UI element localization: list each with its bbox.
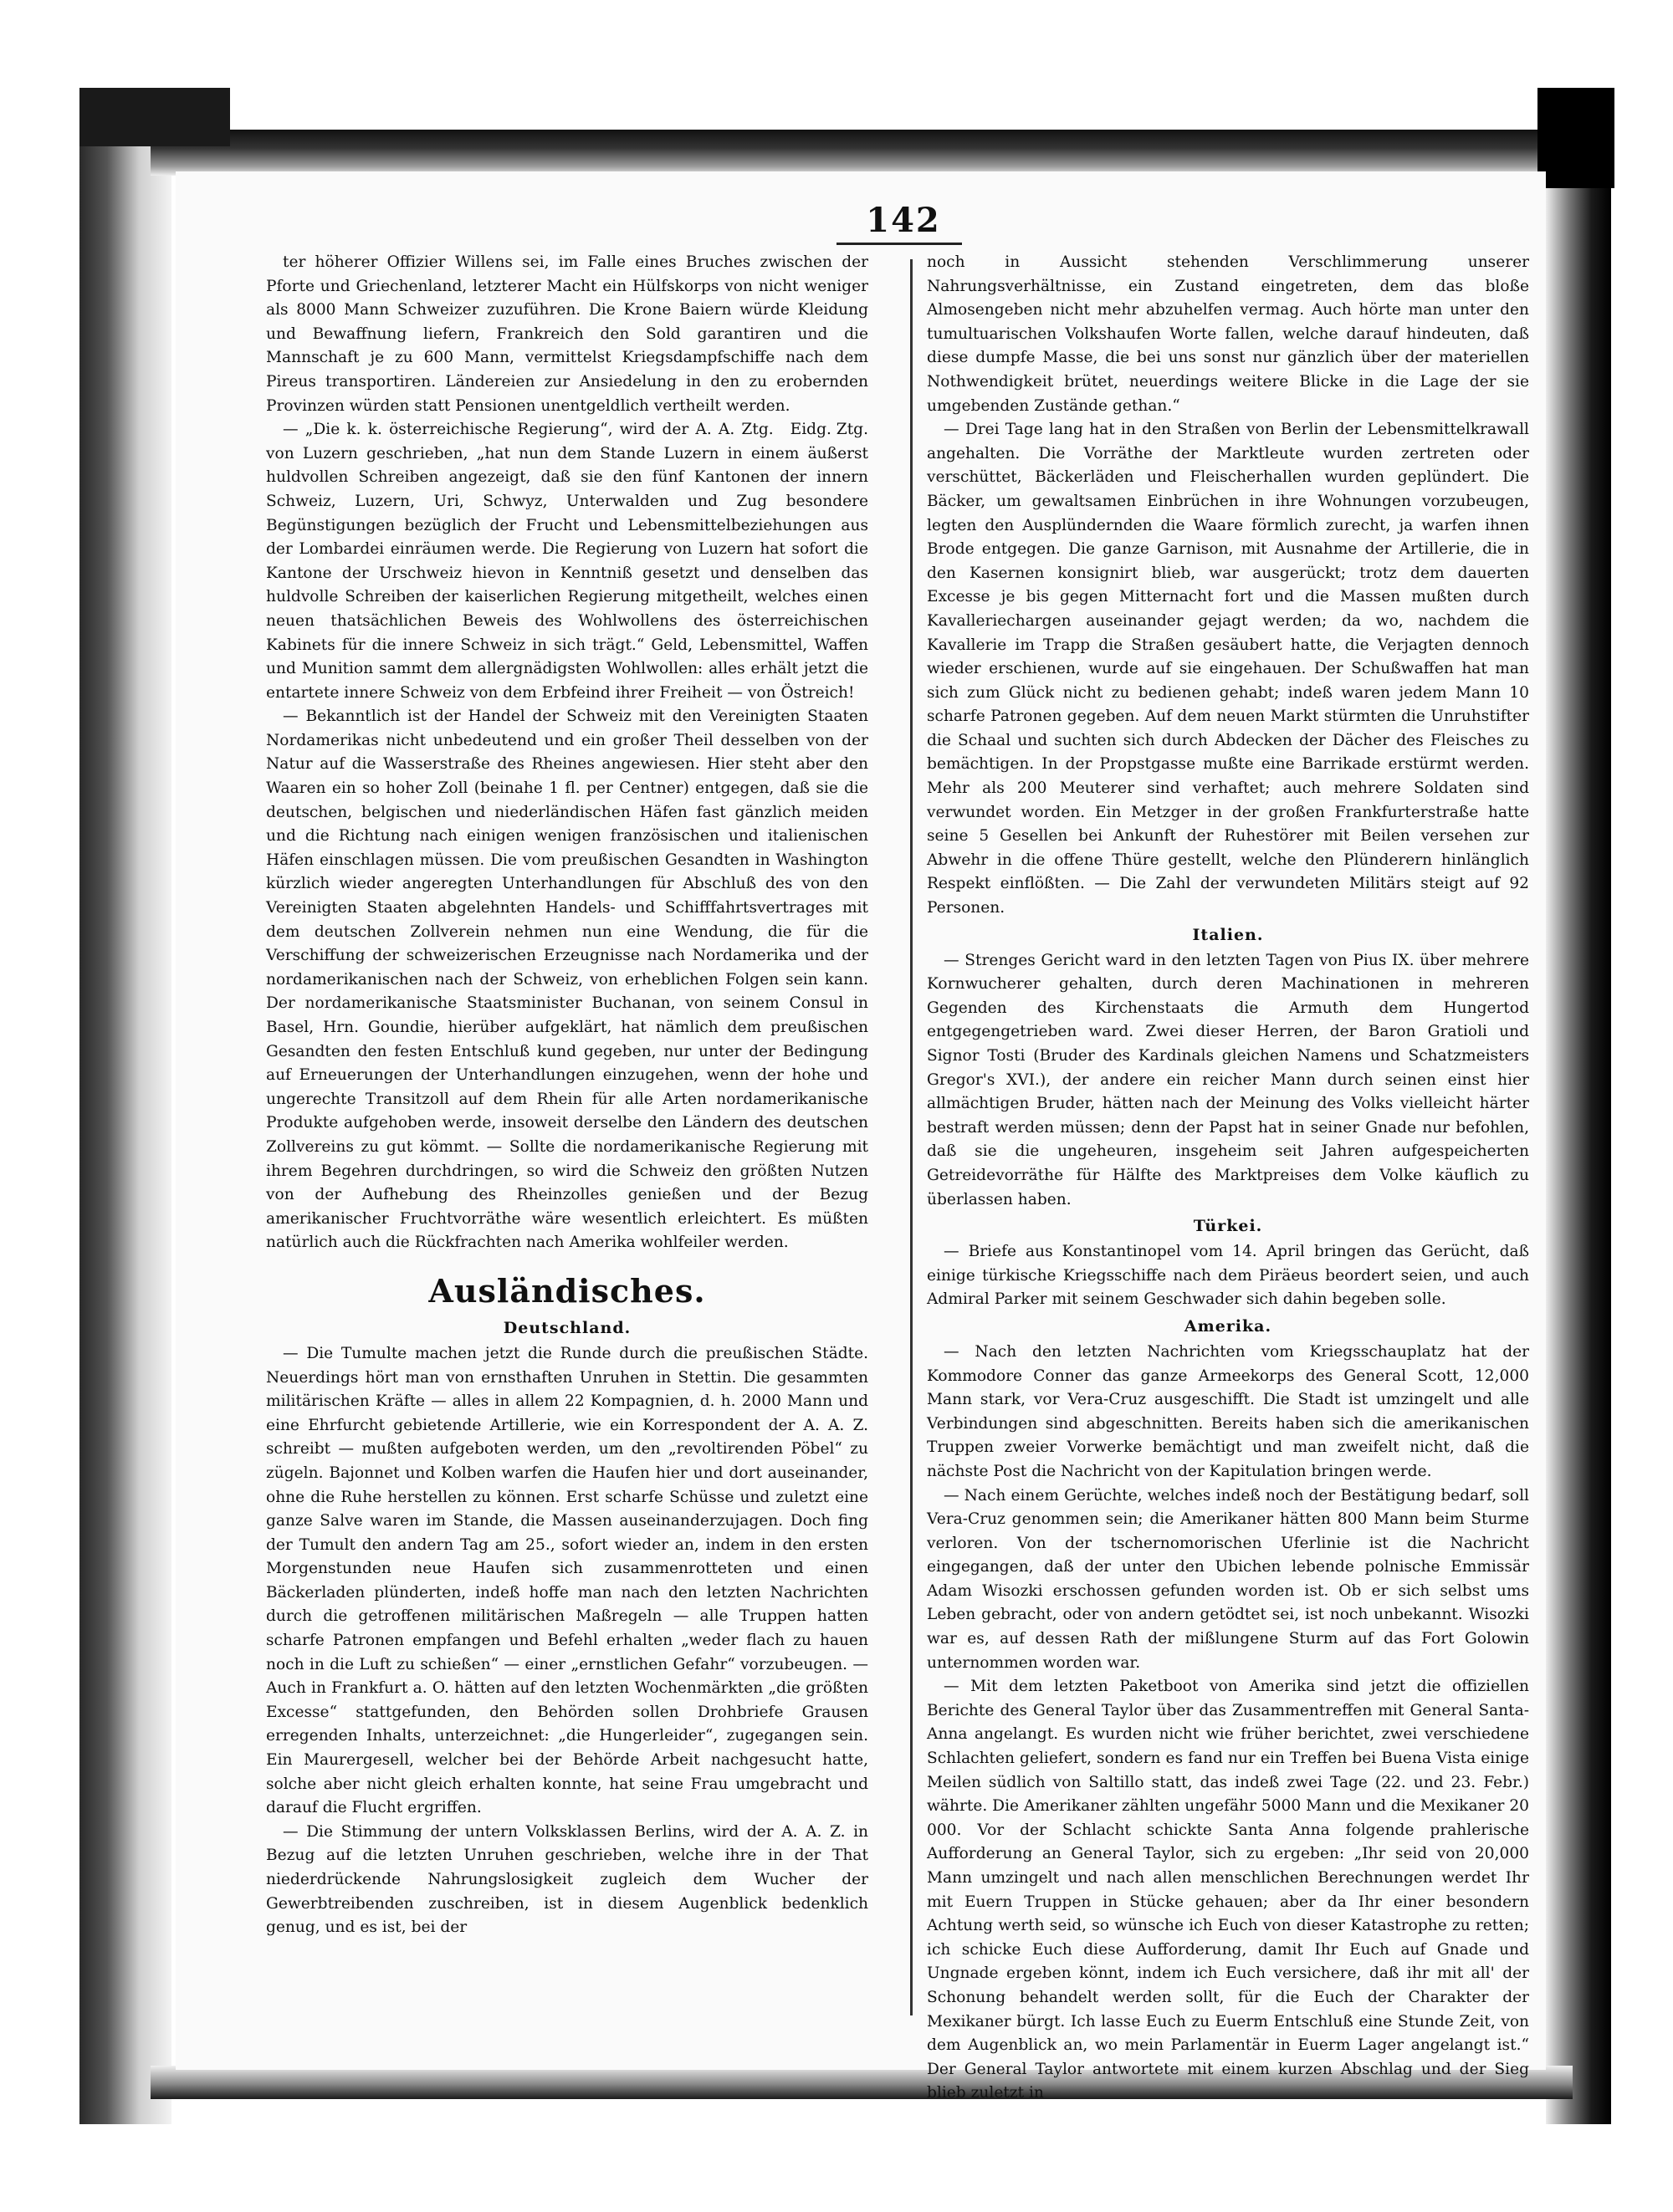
article-paragraph: — Nach den letzten Nachrichten vom Kriegsschauplatz hat der Kommodore Conner das ganze Armeekorps des General Scott, 12,000 Mann stark, vor Vera-Cruz ausgeschifft. Die Stadt ist umzingelt und alle Verbindungen sind abgeschnitten. Bereits haben sich die amerikanischen Truppen zweier Vorwerke bemächtigt und man zweifelt nicht, daß die nächste Post die Nachricht von der Kapitulation bringen werde. bbox=[927, 1342, 1529, 1480]
paragraph-text: ter höherer Offizier Willens sei, im Falle eines Bruches zwischen der Pforte und Griechenland, letzterer Macht ein Hülfskorps von nicht weniger als 8000 Mann Schweizer zuzuführen. Die Krone Baiern würde Kleidung und Bewaffnung liefern, Frankreich den Sold garantiren und die Mannschaft je zu 600 Mann, vermittelst Kriegsdampfschiffe nach dem Pireus transportiren. Ländereien zur Ansiedelung in den zu erobernden Provinzen würden statt Pensionen unentgeldlich vertheilt werden. bbox=[266, 253, 868, 415]
scan-left-border bbox=[79, 88, 171, 2124]
left-column bbox=[266, 251, 868, 1940]
article-paragraph: noch in Aussicht stehenden Verschlimmerung unserer Nahrungsverhältnisse, ein Zustand eingetreten, dem das bloße Almosengeben nicht mehr abzuhelfen vermag. Auch hörte man unter den tumultuarischen Volkshaufen Worte fallen, welche darauf hindeuten, daß diese dumpfe Masse, die bei uns sonst nur gänzlich über der materiellen Nothwendigkeit brütet, neuerdings weitere Blicke in die Lage der sie umgebenden Zustände gethan.“ bbox=[927, 253, 1529, 415]
article-paragraph: — Drei Tage lang hat in den Straßen von Berlin der Lebensmittelkrawall angehalten. Die Vorräthe der Marktleute wurden zertreten oder verschüttet, Bäckerläden und Fleischerhallen wurden geplündert. Die Bäcker, um gewaltsamen Einbrüchen in ihre Wohnungen vorzubeugen, legten den Ausplündernden die Waare förmlich zurecht, ja warfen ihnen Brode entgegen. Die ganze Garnison, mit Ausnahme der Artillerie, die in den Kasernen konsignirt blieb, war ausgerückt; trotz dem dauerten Excesse je bis gegen Mitternacht fort und die Massen mußten durch Kavalleriechargen auseinander gejagt werden; da wo, nachdem die Kavallerie im Trapp die Straßen gesäubert hatte, die Verjagten dennoch wieder erschienen, wurde auf sie eingehauen. Der Schußwaffen hat man sich zum Glück nicht zu bedienen gehabt; indeß waren jedem Mann 10 scharfe Patronen gegeben. Auf dem neuen Markt stürmten die Unruhstifter die Schaal und suchten sich durch Abdecken der Dächer des Fleisches zu bemächtigen. In der Propstgasse mußte eine Barrikade erstürmt werden. Mehr als 200 Meuterer sind verhaftet; auch mehrere Soldaten sind verwundet worden. Ein Metzger in der großen Frankfurterstraße hatte seine 5 Gesellen bei Ankunft der Ruhestörer mit Beilen versehen zur Abwehr in die offene Thüre gestellt, welche den Plünderern hinlänglich Respekt einflößten. — Die Zahl der verwundeten Militärs steigt auf 92 Personen. bbox=[927, 421, 1529, 917]
article-paragraph: — Die Tumulte machen jetzt die Runde durch die preußischen Städte. Neuerdings hört man von ernsthaften Unruhen in Stettin. Die gesammten militärischen Kräfte — alles in allem 22 Kompagnien, d. h. 2000 Mann und eine Ehrfurcht gebietende Artillerie, wie ein Korrespondent der A. A. Z. schreibt — mußten aufgeboten werden, um den „revoltirenden Pöbel“ zu zügeln. Bajonnet und Kolben warfen die Haufen hier und dort auseinander, ohne die Ruhe herstellen zu können. Erst scharfe Schüsse und zuletzt eine ganze Salve waren im Stande, die Massen auseinanderzujagen. Doch fing der Tumult den andern Tag am 25., sofort wieder an, indem in den ersten Morgenstunden neue Haufen sich zusammenrotteten und einen Bäckerladen plünderten, indeß hoffe man nach den letzten Nachrichten durch die getroffenen militärischen Maßregeln — alle Truppen hatten scharfe Patronen empfangen und Befehl erhalten „weder flach zu hauen noch in die Luft zu schießen“ — einer „ernstlichen Gefahr“ vorzubeugen. — Auch in Frankfurt a. O. hätten auf den letzten Wochenmärkten „die größten Excesse“ stattgefunden, den Behörden sollen Drohbriefe Grausen erregenden Inhalts, unterzeichnet: „die Hungerleider“, zugegangen sein. Ein Maurergesell, welcher bei der Behörde Arbeit nachgesucht hatte, solche aber nicht gleich erhalten konnte, hat seine Frau umgebracht und darauf die Flucht ergriffen. bbox=[266, 1344, 868, 1817]
scan-right-border bbox=[1546, 92, 1611, 2124]
article-paragraph: — Bekanntlich ist der Handel der Schweiz mit den Vereinigten Staaten Nordamerikas nicht unbedeutend und ein großer Theil desselben von der Natur auf die Wasserstraße des Rheines angewiesen. Hier steht aber den Waaren ein so hoher Zoll (beinahe 1 fl. per Centner) entgegen, daß sie die deutschen, belgischen und niederländischen Häfen fast gänzlich meiden und die Richtung nach einigen wenigen französischen und italienischen Häfen einschlagen müssen. Die vom preußischen Gesandten in Washington kürzlich wieder angeregten Unterhandlungen für Abschluß des von den Vereinigten Staaten abgelehnten Handels- und Schifffahrtsvertrages mit dem deutschen Zollverein nehmen nun eine Wendung, die für die Verschiffung der schweizerischen Erzeugnisse nach Nordamerika und der nordamerikanischen nach der Schweiz, von erheblichen Folgen sein kann. Der nordamerikanische Staatsminister Buchanan, von seinem Consul in Basel, Hrn. Goundie, hierüber aufgeklärt, hat nämlich dem preußischen Gesandten den festen Entschluß kund gegeben, nur unter der Bedingung auf Erneuerungen der Unterhandlungen einzugehen, wenn der hohe und ungerechte Transitzoll auf dem Rhein für alle Arten nordamerikanische Produkte aufgehoben werde, insoweit derselbe den Ländern des deutschen Zollvereins zu gut kömmt. — Sollte die nordamerikanische Regierung mit ihrem Begehren durchdringen, so wird die Schweiz den größten Nutzen von der Aufhebung des Rheinzolles genießen und der Bezug amerikanischer Fruchtvorräthe wäre wesentlich erleichtert. Es müßten natürlich auch die Rückfrachten nach Amerika wohlfeiler werden. bbox=[266, 708, 868, 1252]
page-number-rule bbox=[836, 243, 962, 245]
right-column bbox=[927, 251, 1529, 2106]
column-divider bbox=[910, 259, 913, 2015]
article-paragraph bbox=[266, 251, 868, 439]
subheading-italien: Italien. bbox=[1192, 925, 1264, 944]
section-heading: Ausländisches. bbox=[428, 1271, 706, 1310]
subheading-deutschland: Deutschland. bbox=[503, 1318, 632, 1337]
scan-top-border bbox=[151, 130, 1564, 176]
scan-corner-top-left bbox=[79, 88, 230, 146]
article-paragraph: — Mit dem letzten Paketboot von Amerika sind jetzt die offiziellen Berichte des General Taylor über das Zusammentreffen mit General Santa-Anna angelangt. Es wurden nicht wie früher berichtet, zwei verschiedene Schlachten geliefert, sondern es fand nur ein Treffen bei Buena Vista einige Meilen südlich von Saltillo statt, das indeß zwei Tage (22. und 23. Febr.) währte. Die Amerikaner zählten ungefähr 5000 Mann und die Mexikaner 20 000. Vor der Schlacht schickte Santa Anna folgende prahlerische Aufforderung an General Taylor, sich zu ergeben: „Ihr seid von 20,000 Mann umzingelt und nach allen menschlichen Berechnungen werdet Ihr mit Euern Truppen in Stücke gehauen; aber da Ihr einer besondern Achtung werth seid, so wünsche ich Euch von dieser Katastrophe zu retten; ich schicke Euch diese Aufforderung, damit Ihr Euch auf Gnade und Ungnade ergeben könnt, indem ich Euch versichere, daß ihr mit all' der Schonung behandelt werden sollt, für die Euch der Charakter der Mexikaner bürgt. Ich lasse Euch zu Euerm Entschluß eine Stunde Zeit, von dem Augenblick an, wo mein Parlamentär in Euerm Lager angelangt ist.“ Der General Taylor antwortete mit einem kurzen Abschlag und der Sieg blieb zuletzt in bbox=[927, 1678, 1529, 2102]
subheading-tuerkei: Türkei. bbox=[1193, 1217, 1263, 1236]
article-paragraph: — Nach einem Gerüchte, welches indeß noch der Bestätigung bedarf, soll Vera-Cruz genommen sein; die Amerikaner hätten 800 Mann beim Sturme verloren. Von der tschernomorischen Uferlinie ist die Nachricht eingegangen, daß der unter den Ubichen lebende polnische Emmissär Adam Wisozki erschossen gefunden worden ist. Ob er sich selbst ums Leben gebracht, oder von andern getödtet sei, ist noch unbekannt. Wisozki war es, auf dessen Rath der mißlungene Sturm auf das Fort Golowin unternommen worden war. bbox=[927, 1486, 1529, 1672]
page-number: 142 bbox=[866, 201, 941, 240]
source-credit: Eidg. Ztg. bbox=[790, 421, 868, 439]
article-paragraph: — „Die k. k. österreichische Regierung“, wird der A. A. Ztg. von Luzern geschrieben, „hat nun dem Stande Luzern in einem äußerst huldvollen Schreiben angezeigt, daß sie den fünf Kantonen der innern Schweiz, Luzern, Uri, Schwyz, Unterwalden und Zug besondere Begünstigungen bezüglich der Frucht und Lebensmittelbeziehungen aus der Lombardei einräumen werde. Die Regierung von Luzern hat sofort die Kantone der Urschweiz hievon in Kenntniß gesetzt und denselben das huldvolle Schreiben der kaiserlichen Regierung mitgetheilt, welches einen neuen thatsächlichen Beweis des Wohlwollens des österreichischen Kabinets für die innere Schweiz in sich trägt.“ Geld, Lebensmittel, Waffen und Munition sammt dem allergnädigsten Wohlwollen: alles erhält jetzt die entartete innere Schweiz von dem Erbfeind ihrer Freiheit — von Östreich! bbox=[266, 421, 868, 702]
article-paragraph: — Die Stimmung der untern Volksklassen Berlins, wird der A. A. Z. in Bezug auf die letzten Unruhen geschrieben, welche ihre in der That niederdrückende Nahrungslosigkeit zugleich dem Wucher der Gewerbtreibenden zuschreiben, ist in diesem Augenblick bedenklich genug, und es ist, bei der bbox=[266, 1822, 868, 1937]
article-paragraph: — Briefe aus Konstantinopel vom 14. April bringen das Gerücht, daß einige türkische Kriegsschiffe nach dem Piräeus beordert seien, und auch Admiral Parker mit seinem Geschwader sich dahin begeben solle. bbox=[927, 1243, 1529, 1309]
scan-corner-top-right bbox=[1537, 88, 1614, 188]
article-paragraph: — Strenges Gericht ward in den letzten Tagen von Pius IX. über mehrere Kornwucherer gehalten, durch deren Machinationen in mehreren Gegenden des Kirchenstaats die Armuth dem Hungertod entgegengetrieben ward. Zwei dieser Herren, der Baron Gratioli und Signor Tosti (Bruder des Kardinals gleichen Namens und Schatzmeisters Gregor's XVI.), der andere ein reicher Mann durch seinen einst hier allmächtigen Bruder, hätten nach der Meinung des Volks vielleicht härter bestraft werden müssen; denn der Papst hat in seiner Gnade nur befohlen, daß sie die ungeheuren, insgeheim seit Jahren aufgespeicherten Getreidevorräthe für Hälfte des Marktpreises dem Volke käuflich zu überlassen haben. bbox=[927, 951, 1529, 1208]
subheading-amerika: Amerika. bbox=[1184, 1316, 1272, 1336]
